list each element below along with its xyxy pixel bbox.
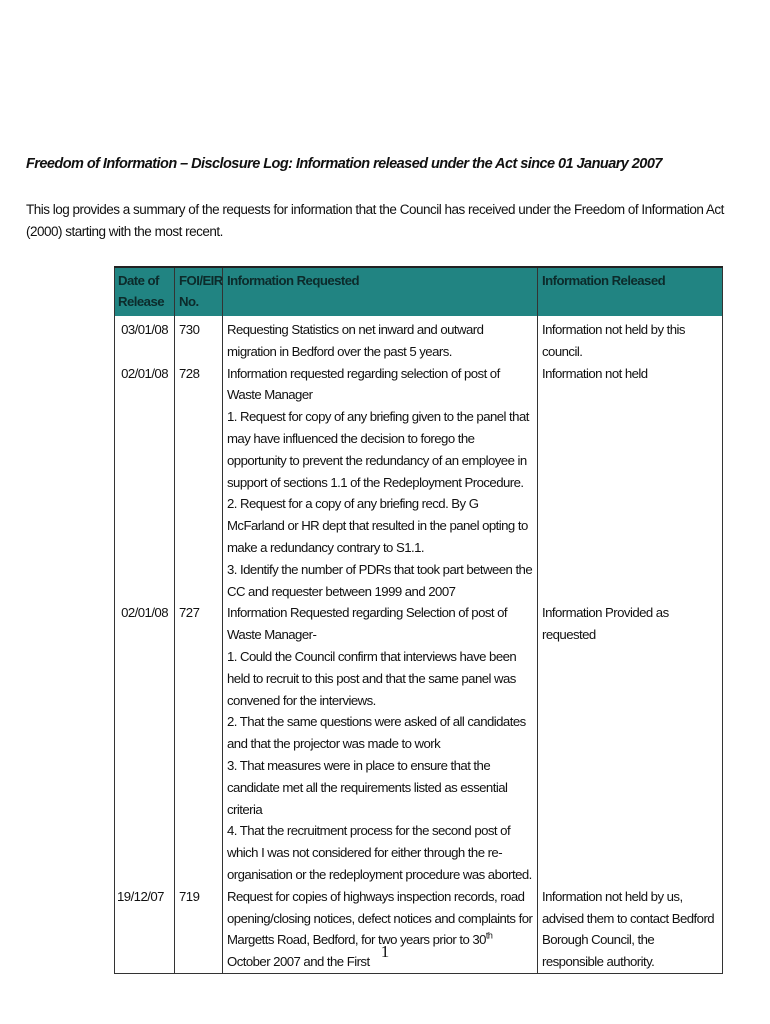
row-foi-number: 730 [175, 316, 223, 363]
row-date: 02/01/08 [115, 602, 175, 885]
request-heading: Requesting Statistics on net inward and outward migration in Bedford over the past 5 years. [227, 322, 484, 359]
request-item: 4. That the recruitment process for the second post of which I was not considered for either through the re-organisation or the redeployment procedure was aborted. [227, 823, 532, 882]
request-item: 3. Identify the number of PDRs that took part between the CC and requester between 1999 and 2007 [227, 561, 533, 599]
table-row [115, 602, 723, 885]
row-date: 02/01/08 [115, 363, 175, 603]
header-foi-line2: No. [179, 294, 199, 309]
row-foi-number: 728 [175, 363, 223, 603]
request-item: 2. That the same questions were asked of all candidates and that the projector was made to work [227, 714, 526, 752]
header-date-of-release [115, 267, 175, 316]
request-item: 2. Request for a copy of any briefing recd. By G McFarland or HR dept that resulted in the panel opting to make a redundancy contrary to S1.1. [227, 496, 528, 555]
disclosure-log-table [114, 266, 723, 974]
row-foi-number: 719 [175, 886, 223, 974]
row-date: 03/01/08 [115, 316, 175, 363]
header-foi-number [175, 267, 223, 316]
row-foi-number: 727 [175, 602, 223, 885]
row-released: Information not held by us, advised them to contact Bedford Borough Council, the responsible authority. [538, 886, 723, 974]
row-request [223, 363, 538, 603]
row-date: 19/12/07 [115, 886, 175, 974]
table-row [115, 363, 723, 603]
header-date-line1: Date of [118, 273, 159, 288]
request-heading: Information requested regarding selection of post of Waste Manager [227, 365, 500, 403]
ordinal-superscript: th [485, 930, 493, 941]
row-request [223, 316, 538, 363]
request-heading: Information Requested regarding Selection of post of Waste Manager- [227, 605, 508, 643]
request-item: 1. Request for copy of any briefing given to the panel that may have influenced the decision to forego the opportunity to prevent the redundancy of an employee in support of sections 1.1 of the Redeployment Procedure. [227, 409, 529, 490]
header-foi-line1: FOI/EIR [179, 273, 223, 288]
request-text-part1: Request for copies of highways inspection records, road opening/closing notices, defect notices and complaints for Margetts Road, Bedford, for two years prior to 30 [227, 888, 533, 948]
row-released: Information Provided as requested [538, 602, 723, 885]
table-row [115, 316, 723, 363]
header-information-released: Information Released [538, 267, 723, 316]
header-date-line2: Release [118, 294, 165, 309]
row-released: Information not held by this council. [538, 316, 723, 363]
request-item: 3. That measures were in place to ensure that the candidate met all the requirements listed as essential criteria [227, 757, 508, 817]
page-number: 1 [380, 942, 390, 961]
table-header-row [115, 267, 723, 316]
row-released: Information not held [538, 363, 723, 603]
request-text-part2: October 2007 and the First [227, 954, 370, 970]
intro-paragraph: This log provides a summary of the requests for information that the Council has received under the Freedom of Information Act (2000) starting with the most recent. [26, 202, 724, 239]
document-title: Freedom of Information – Disclosure Log: Information released under the Act since 01 January 2007 [26, 156, 662, 172]
row-request [223, 602, 538, 885]
request-item: 1. Could the Council confirm that interviews have been held to recruit to this post and that the same panel was convened for the interviews. [227, 648, 517, 708]
header-information-requested: Information Requested [223, 267, 538, 316]
